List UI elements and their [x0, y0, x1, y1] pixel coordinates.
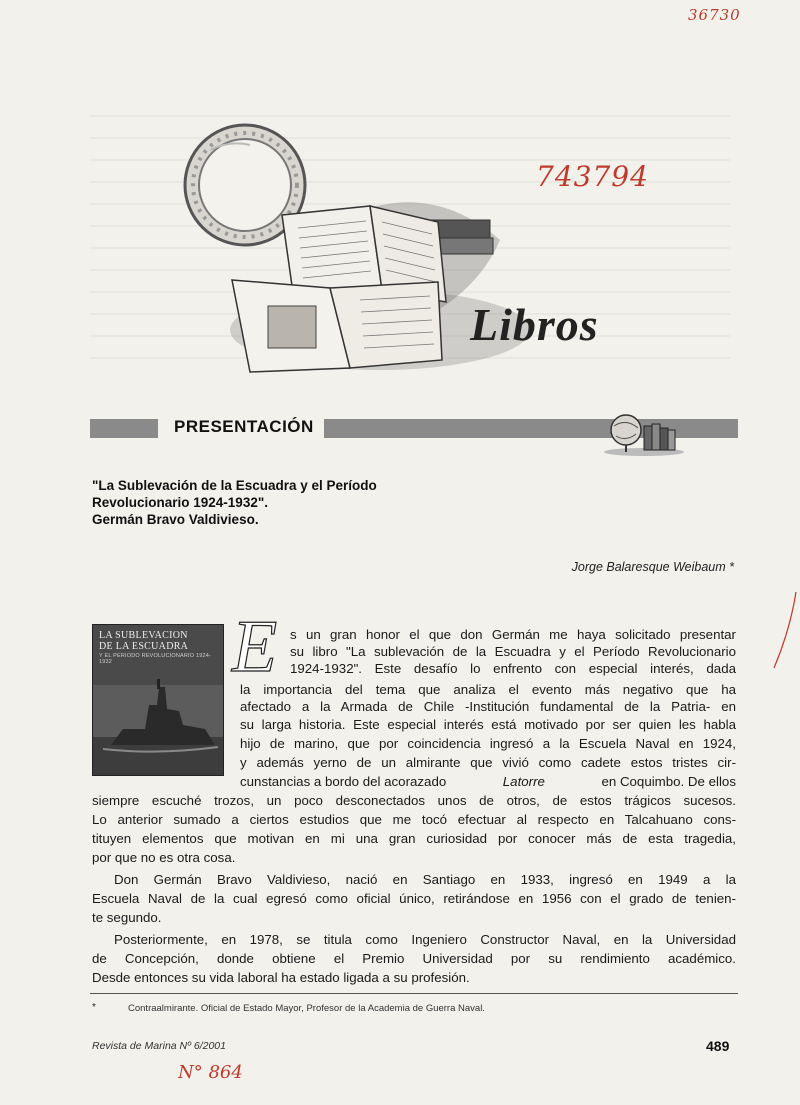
- cover-title: LA SUBLEVACION DE LA ESCUADRA: [99, 630, 189, 652]
- footnote-text: Contraalmirante. Oficial de Estado Mayor, Profesor de la Academia de Guerra Naval.: [128, 1003, 485, 1014]
- body-line: te segundo.: [92, 910, 162, 925]
- body-line: por que no es otra cosa.: [92, 850, 236, 865]
- body-line: s un gran honor el que don Germán me haya solicitado presentar: [290, 627, 736, 642]
- body-line: su libro "La sublevación de la Escuadra y el Período Revolucionario: [290, 644, 736, 659]
- cover-subtitle: Y EL PERIODO REVOLUCIONARIO 1924-1932: [99, 653, 212, 665]
- book-title-line-2: Revolucionario 1924-1932".: [92, 495, 268, 510]
- body-line: Posteriormente, en 1978, se titula como Ingeniero Constructor Naval, en la Universidad: [114, 932, 736, 947]
- body-line: [240, 773, 736, 790]
- section-title: PRESENTACIÓN: [174, 417, 314, 436]
- body-line: de Concepción, donde obtiene el Premio Universidad por su rendimiento académico.: [92, 951, 736, 966]
- body-line-segment: cunstancias a bordo del acorazado: [240, 774, 447, 789]
- body-line: Lo anterior sumado a ciertos estudios que me tocó efectuar al respecto en Talcahuano cons-: [92, 812, 736, 827]
- article-author: Jorge Balaresque Weibaum *: [571, 560, 734, 574]
- book-cover-image: [92, 624, 224, 776]
- footnote-marker: *: [92, 1002, 96, 1013]
- body-line-segment: en Coquimbo. De ellos: [601, 774, 736, 789]
- body-line: su larga historia. Este especial interés está motivado por ser quien les habla: [240, 717, 736, 732]
- body-line: hijo de marino, que por coincidencia ingresó a la Escuela Naval en 1924,: [240, 736, 736, 751]
- page-number: 489: [706, 1038, 730, 1054]
- handwritten-item-number: N° 864: [178, 1062, 243, 1083]
- header-bar-left: [90, 419, 158, 438]
- section-banner-title: Libros: [470, 299, 599, 350]
- handwritten-catalog-number: 36730: [688, 6, 741, 24]
- body-line: Desde entonces su vida laboral ha estado ligada a su profesión.: [92, 970, 470, 985]
- drop-cap: E: [232, 606, 278, 688]
- body-line: Don Germán Bravo Valdivieso, nació en Santiago en 1933, ingresó en 1949 a la: [114, 872, 736, 887]
- body-line: y además yerno de un almirante que vivió como cadete estos tristes cir-: [240, 755, 736, 770]
- body-line: la importancia del tema que analiza el evento más negativo que ha: [240, 682, 736, 697]
- pen-mark: [760, 590, 800, 670]
- handwritten-registration-number: 743794: [536, 160, 649, 193]
- book-author: Germán Bravo Valdivieso.: [92, 512, 259, 527]
- footnote-divider: [90, 993, 738, 994]
- book-reference: [92, 477, 377, 528]
- journal-citation: Revista de Marina Nº 6/2001: [92, 1040, 226, 1052]
- body-line: Escuela Naval de la cual egresó como oficial único, retirándose en 1956 con el grado de tenien-: [92, 891, 736, 906]
- ship-name: Latorre: [502, 774, 545, 789]
- book-title-line-1: "La Sublevación de la Escuadra y el Período: [92, 478, 377, 493]
- body-line: afectado a la Armada de Chile -Institución fundamental de la Patria- en: [240, 699, 736, 714]
- globe-and-books-icon: [602, 408, 686, 456]
- body-line: tituyen elementos que motivan en mi una gran curiosidad por conocer más de esta tragedia,: [92, 831, 736, 846]
- body-line: 1924-1932". Este desafío lo enfrento con especial interés, dada: [290, 661, 736, 676]
- body-line: siempre escuché trozos, un poco desconectados unos de otros, de estos trágicos sucesos.: [92, 793, 736, 808]
